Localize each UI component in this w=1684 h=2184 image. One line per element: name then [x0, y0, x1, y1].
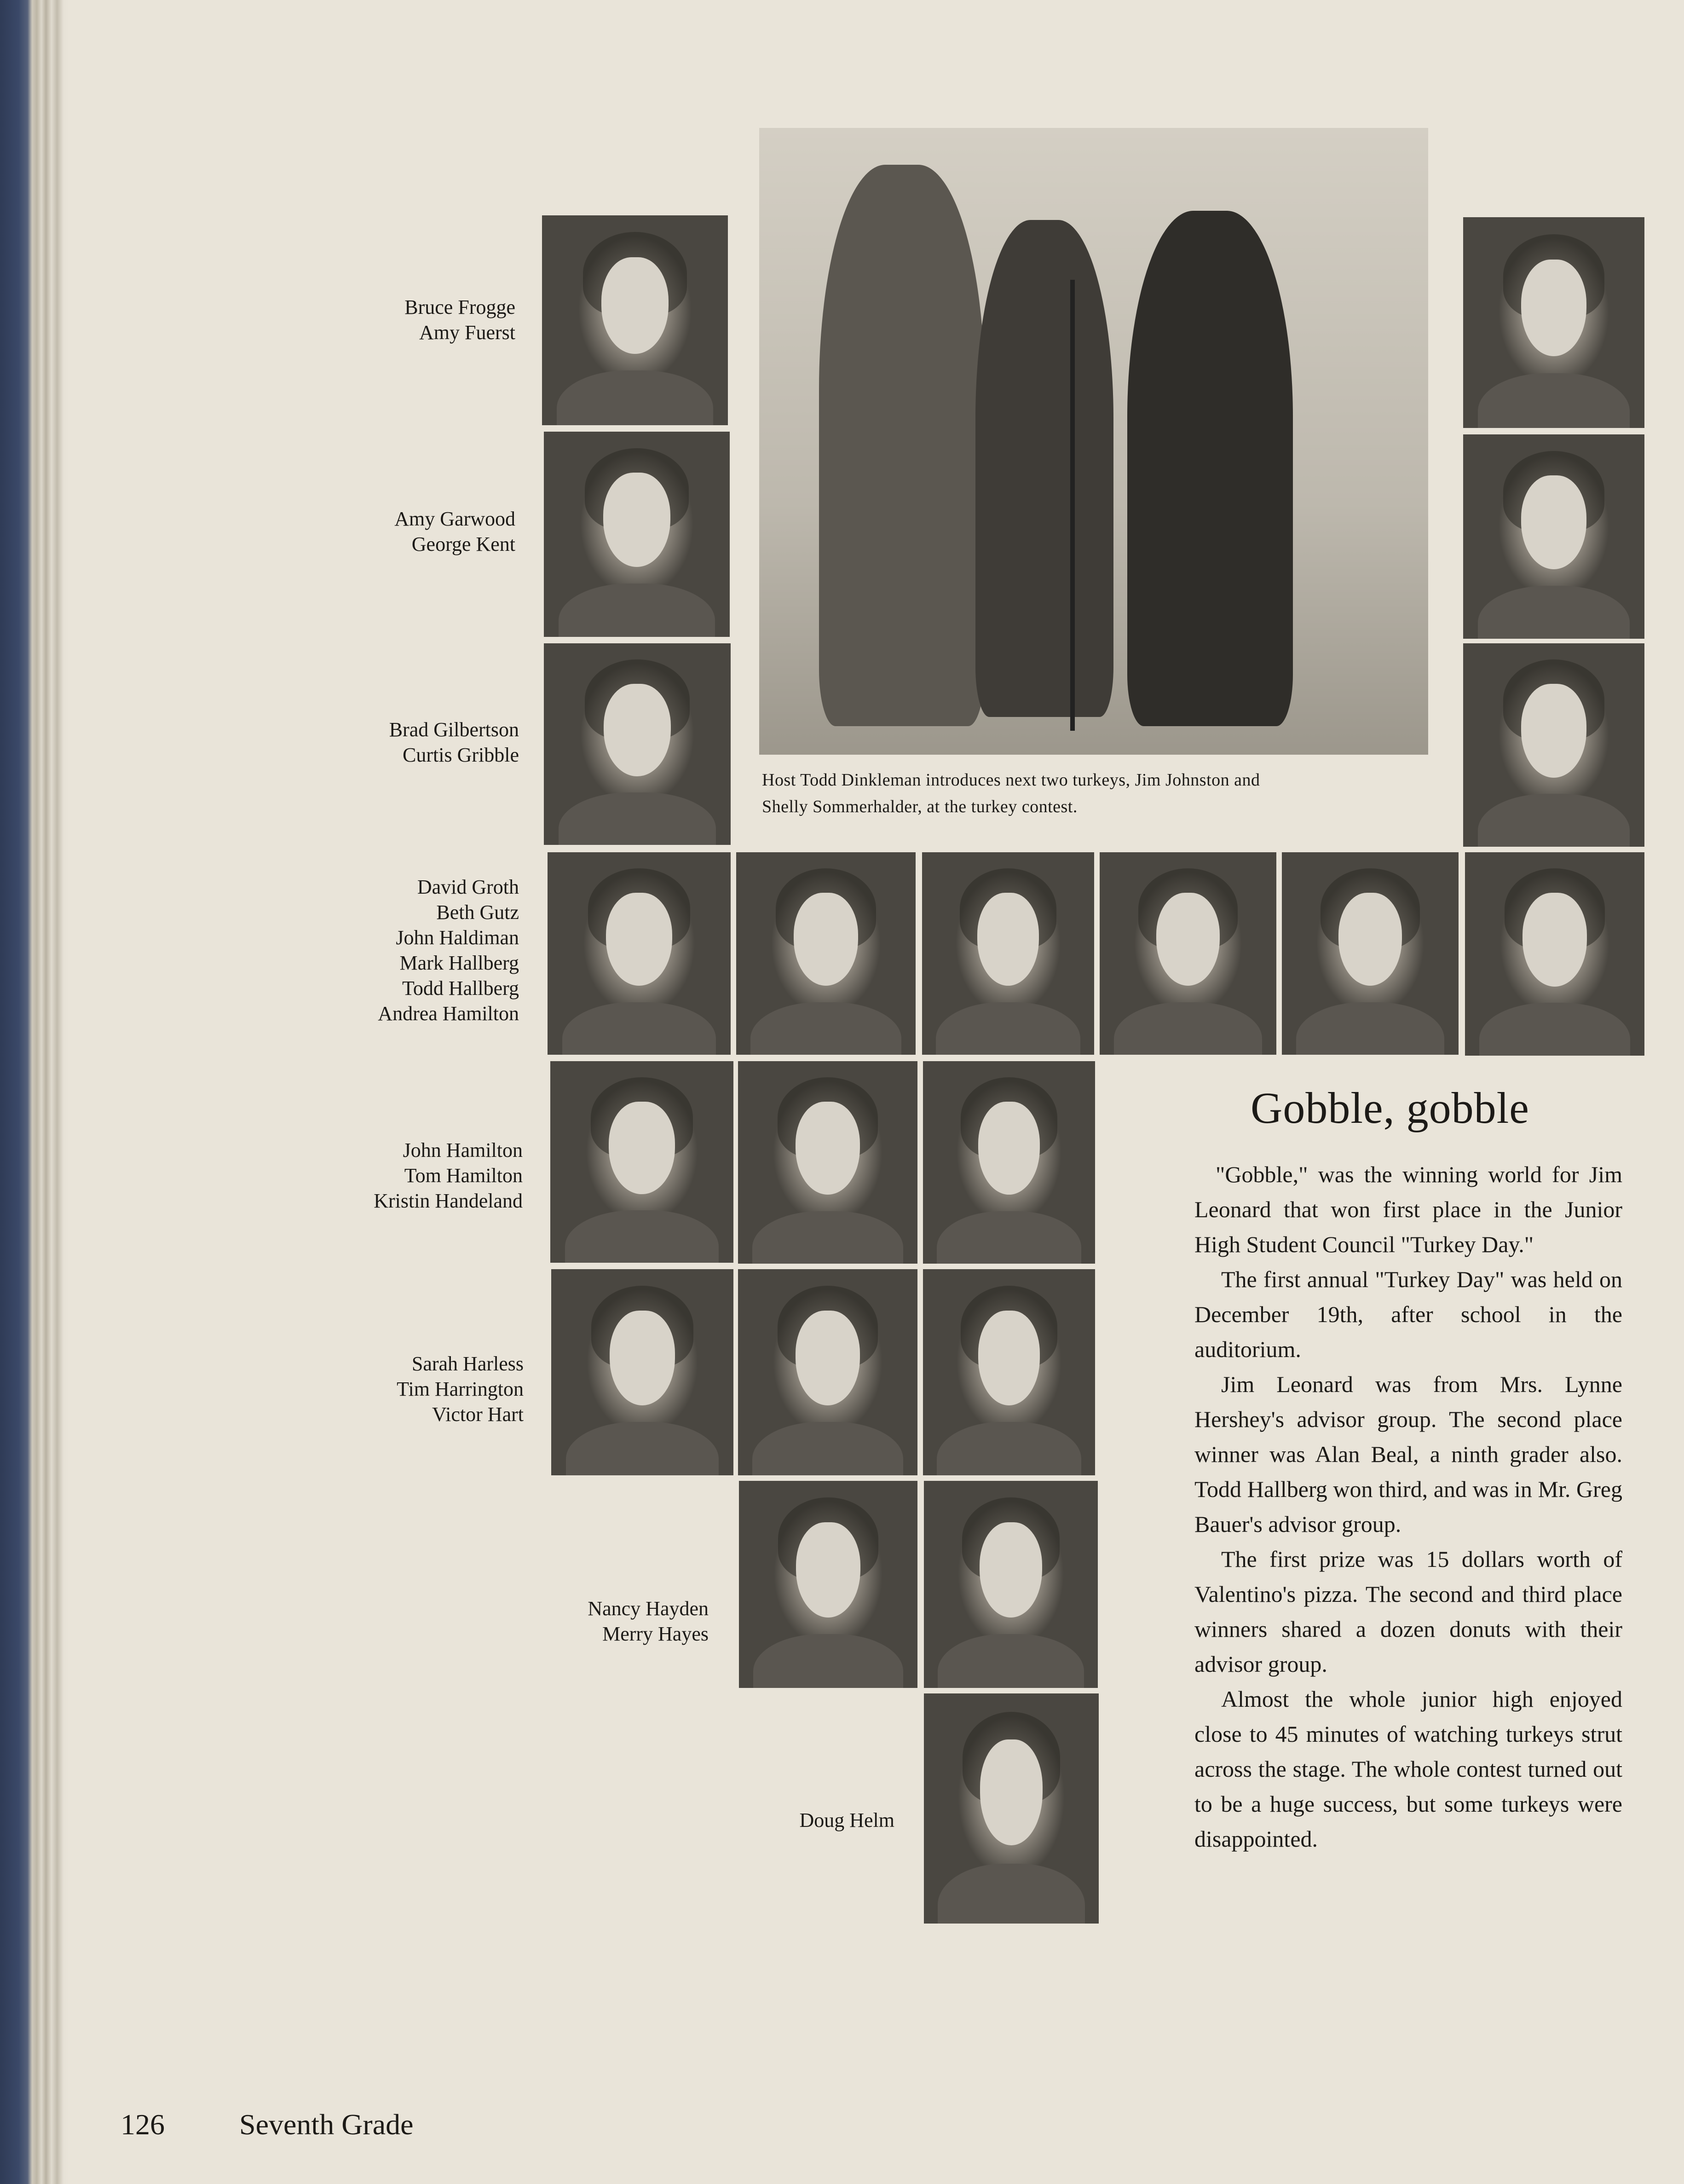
name-group-3 [276, 717, 519, 768]
student-name: Kristin Handeland [374, 1190, 523, 1212]
photo-caption [762, 767, 1434, 820]
name-group-6 [276, 1351, 524, 1427]
host-figure [819, 165, 985, 726]
article-headline: Gobble, gobble [1251, 1083, 1529, 1132]
turkey-costume-figure [975, 220, 1113, 717]
student-name: Victor Hart [432, 1403, 524, 1426]
portrait-photo [922, 852, 1094, 1055]
portrait-photo [738, 1269, 917, 1475]
portrait-photo [544, 432, 730, 637]
portrait-photo [739, 1481, 917, 1688]
name-group-4 [276, 874, 519, 1026]
portrait-photo [738, 1061, 917, 1264]
student-name: Brad Gilbertson [389, 718, 519, 741]
portrait-photo [1463, 217, 1644, 428]
caption-line-1: Host Todd Dinkleman introduces next two turkeys, Jim Johnston and [762, 770, 1260, 790]
portrait-photo [1465, 852, 1644, 1056]
student-name: Amy Garwood [394, 508, 515, 530]
portrait-photo [550, 1061, 733, 1263]
name-group-7 [506, 1596, 709, 1647]
caption-line-2: Shelly Sommerhalder, at the turkey contest. [762, 797, 1078, 816]
portrait-photo [1282, 852, 1459, 1055]
student-name: Mark Hallberg [399, 952, 519, 974]
portrait-photo [542, 215, 728, 425]
article-paragraph: Almost the whole junior high enjoyed close to 45 minutes of watching turkeys strut across the stage. The whole contest turned out to be a huge success, but some turkeys were disappointed. [1194, 1686, 1622, 1852]
article-paragraph: The first annual "Turkey Day" was held on December 19th, after school in the auditorium. [1194, 1266, 1622, 1362]
student-name: Curtis Gribble [403, 744, 519, 766]
student-name: David Groth [417, 876, 519, 898]
student-name: Bruce Frogge [404, 296, 515, 318]
portrait-photo [551, 1269, 733, 1475]
section-title: Seventh Grade [239, 2108, 414, 2141]
student-name: Amy Fuerst [419, 321, 515, 344]
name-group-1 [276, 295, 515, 345]
article-paragraph: "Gobble," was the winning world for Jim Leonard that won first place in the Junior High Student Council "Turkey Day." [1194, 1161, 1622, 1257]
portrait-photo [1100, 852, 1276, 1055]
student-name: Andrea Hamilton [378, 1002, 519, 1025]
student-name: John Hamilton [403, 1139, 523, 1161]
student-name: John Haldiman [396, 926, 519, 949]
page-number: 126 [121, 2108, 165, 2141]
portrait-photo [924, 1693, 1099, 1924]
student-name: Beth Gutz [436, 901, 519, 924]
portrait-photo [923, 1269, 1095, 1475]
portrait-photo [923, 1061, 1095, 1264]
book-spine-edge [0, 0, 69, 2184]
portrait-photo [736, 852, 916, 1055]
name-group-5 [276, 1138, 523, 1213]
student-name: Sarah Harless [411, 1352, 524, 1375]
portrait-photo [1463, 434, 1644, 639]
name-group-2 [276, 506, 515, 557]
student-name: Nancy Hayden [588, 1597, 709, 1620]
article-body [1194, 1157, 1622, 1856]
turkey-contest-photo [759, 128, 1428, 755]
student-name: George Kent [411, 533, 515, 555]
name-group-8 [690, 1808, 894, 1833]
portrait-photo [544, 643, 731, 845]
article-paragraph: Jim Leonard was from Mrs. Lynne Hershey's advisor group. The second place winner was Alan Beal, a ninth grader also. Todd Hallberg won third, and was in Mr. Greg Bauer's advisor group. [1194, 1371, 1622, 1537]
microphone-stand [1070, 280, 1075, 731]
student-name: Merry Hayes [602, 1623, 709, 1645]
turkey-costume-figure [1127, 211, 1293, 726]
portrait-photo [1463, 643, 1644, 847]
student-name: Tim Harrington [397, 1378, 524, 1400]
portrait-photo [548, 852, 731, 1055]
portrait-photo [924, 1481, 1098, 1688]
student-name: Todd Hallberg [402, 977, 519, 1000]
student-name: Tom Hamilton [404, 1164, 523, 1187]
article-paragraph: The first prize was 15 dollars worth of Valentino's pizza. The second and third place winners shared a dozen donuts with their advisor group. [1194, 1546, 1622, 1677]
student-name: Doug Helm [799, 1809, 894, 1832]
